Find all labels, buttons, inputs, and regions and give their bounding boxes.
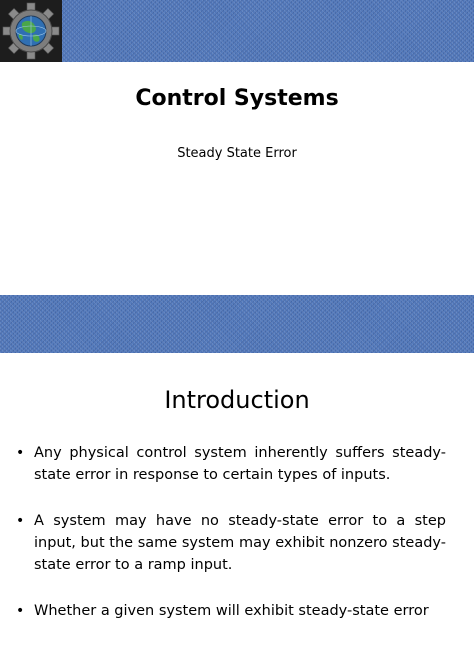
bullet-icon: • <box>16 513 25 529</box>
title-slide <box>0 0 474 292</box>
bullet-list <box>16 442 446 646</box>
header-band <box>0 0 474 62</box>
list-item <box>16 510 446 576</box>
list-item <box>16 442 446 486</box>
header-band <box>0 295 474 353</box>
slide-heading: Introduction <box>164 386 310 414</box>
slide-title: Control Systems <box>135 86 339 111</box>
bullet-text: Any physical control system inherently suffers steady-state error in response to certain types of inputs. <box>34 445 446 483</box>
slide-subtitle: Steady State Error <box>177 146 297 161</box>
introduction-slide <box>0 292 474 632</box>
bullet-text: Whether a given system will exhibit steady-state error <box>34 603 429 619</box>
list-item <box>16 600 446 622</box>
gear-globe-logo-icon <box>2 1 60 61</box>
bullet-text: A system may have no steady-state error to a step input, but the same system may exhibit nonzero steady-state error to a ramp input. <box>34 513 446 573</box>
bullet-icon: • <box>16 603 25 619</box>
bullet-icon: • <box>16 445 25 461</box>
logo <box>0 0 62 62</box>
